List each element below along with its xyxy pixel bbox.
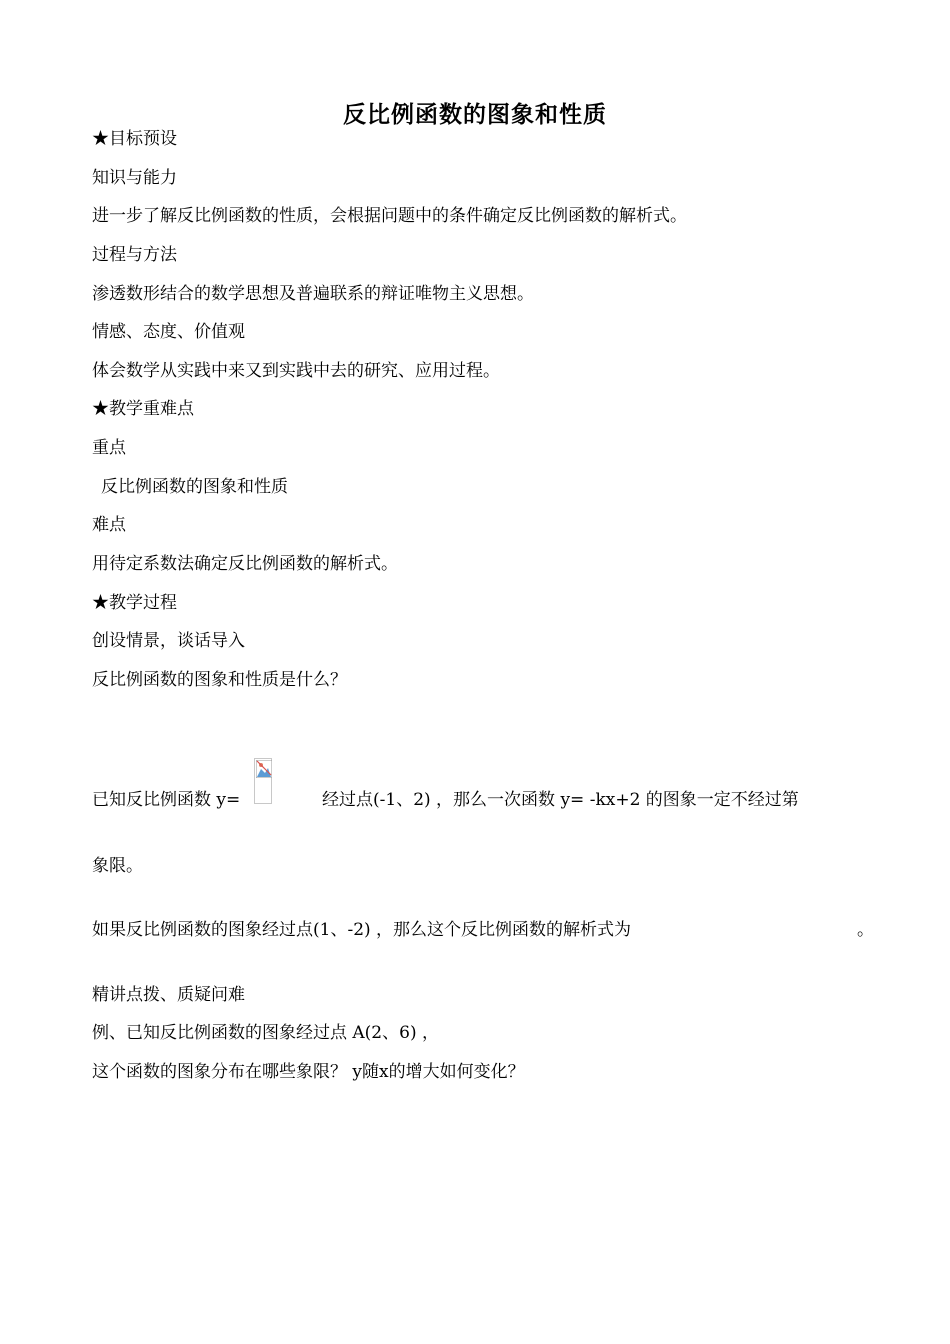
explain-heading: 精讲点拨、质疑问难	[92, 985, 245, 1005]
question-2-end: 。	[857, 920, 874, 940]
question-1-part3: 象限。	[92, 856, 143, 876]
question-2-text: 如果反比例函数的图象经过点(1、-2) ，那么这个反比例函数的解析式为	[92, 920, 632, 940]
difficult-text: 用待定系数法确定反比例函数的解析式。	[92, 554, 398, 574]
example-line-1: 例、已知反比例函数的图象经过点 A(2、6) ，	[92, 1023, 439, 1043]
key-heading: ★教学重难点	[92, 399, 194, 419]
emotion-text: 体会数学从实践中来又到实践中去的研究、应用过程。	[92, 361, 500, 381]
process-text: 渗透数形结合的数学思想及普遍联系的辩证唯物主义思想。	[92, 284, 534, 304]
knowledge-text: 进一步了解反比例函数的性质，会根据问题中的条件确定反比例函数的解析式。	[92, 206, 687, 226]
goal-heading: ★目标预设	[92, 129, 177, 149]
process-heading: 过程与方法	[92, 245, 177, 265]
key-point-label: 重点	[92, 438, 126, 458]
intro-question: 反比例函数的图象和性质是什么？	[92, 670, 347, 690]
knowledge-heading: 知识与能力	[92, 168, 177, 188]
broken-image-icon	[254, 758, 272, 804]
key-point-text: 反比例函数的图象和性质	[101, 477, 288, 497]
question-1-part2: 经过点(-1、2) ，那么一次函数 y= -kx+2 的图象一定不经过第	[322, 790, 799, 810]
intro-heading: 创设情景，谈话导入	[92, 631, 245, 651]
emotion-heading: 情感、态度、价值观	[92, 322, 245, 342]
question-1-part1: 已知反比例函数 y=	[92, 790, 241, 810]
difficult-label: 难点	[92, 515, 126, 535]
process-main-heading: ★教学过程	[92, 593, 177, 613]
page-title: 反比例函数的图象和性质	[343, 102, 607, 128]
example-line-2: 这个函数的图象分布在哪些象限？ y随x的增大如何变化？	[92, 1062, 525, 1082]
